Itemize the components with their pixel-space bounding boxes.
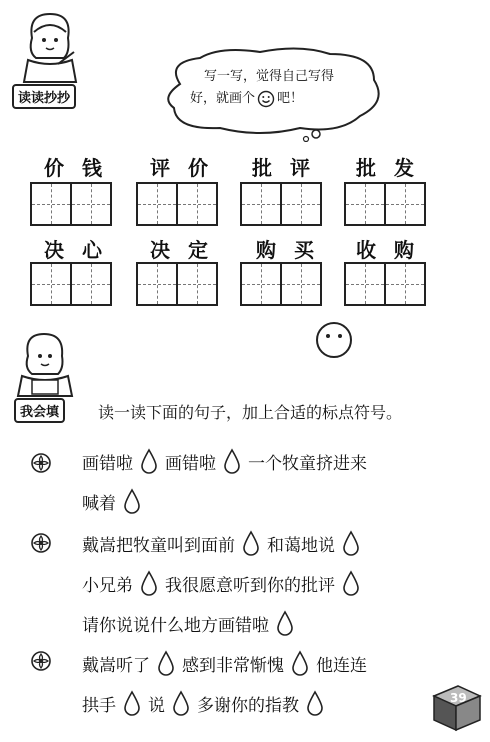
flower-bullet-icon [30,452,52,474]
sentence-text: 小兄弟 [82,575,133,596]
section-tag-read-copy: 读读抄抄 [12,84,76,109]
punctuation-blank[interactable] [274,610,296,636]
word-label-5: 决心 [44,238,120,262]
punctuation-blank[interactable] [121,488,143,514]
writing-grid-2[interactable] [136,182,218,226]
sentence-line-5 [82,610,301,636]
sentence-text: 我很愿意听到你的批评 [165,575,335,596]
word-label-6: 决定 [150,238,226,262]
bubble-line-1: 写一写，觉得自己写得 [204,69,335,84]
sentence-text: 拱手 [82,695,116,716]
punctuation-blank[interactable] [138,448,160,474]
instruction-text: 读一读下面的句子，加上合适的标点符号。 [98,403,403,422]
flower-bullet-icon [30,532,52,554]
writing-grid-5[interactable] [30,262,112,306]
punctuation-blank[interactable] [240,530,262,556]
punctuation-blank[interactable] [170,690,192,716]
punctuation-blank[interactable] [121,690,143,716]
sentence-line-6 [82,650,367,676]
girl-writing-illustration [14,8,84,88]
writing-grid-6[interactable] [136,262,218,306]
writing-grid-4[interactable] [344,182,426,226]
sentence-line-4 [82,570,367,596]
sentence-line-3 [82,530,367,556]
sentence-text: 和蔼地说 [267,535,335,556]
punctuation-blank[interactable] [221,448,243,474]
sentence-text: 画错啦 [82,453,133,474]
punctuation-blank[interactable] [155,650,177,676]
bubble-line-2-start: 好，就画个 [190,91,256,106]
sentence-line-2 [82,488,148,514]
sentence-text: 感到非常惭愧 [182,655,284,676]
writing-grid-3[interactable] [240,182,322,226]
punctuation-blank[interactable] [340,530,362,556]
word-label-8: 收购 [356,238,432,262]
sentence-text: 戴嵩听了 [82,655,150,676]
section-tag-fill-in: 我会填 [14,398,65,423]
sentence-text: 戴嵩把牧童叫到面前 [82,535,235,556]
punctuation-blank[interactable] [289,650,311,676]
word-label-4: 批发 [356,156,432,180]
sentence-text: 他连连 [316,655,367,676]
sentence-text: 一个牧童挤进来 [248,453,367,474]
sentence-text: 画错啦 [165,453,216,474]
writing-grid-7[interactable] [240,262,322,306]
smiley-face-icon [257,90,275,108]
writing-grid-1[interactable] [30,182,112,226]
punctuation-blank[interactable] [340,570,362,596]
flower-bullet-icon [30,650,52,672]
sentence-line-1 [82,448,367,474]
sentence-line-7 [82,690,331,716]
blank-face-icon[interactable] [314,320,354,360]
bubble-line-2 [190,88,303,110]
page-number: 39 [450,691,467,705]
punctuation-blank[interactable] [304,690,326,716]
word-label-3: 批评 [252,156,328,180]
punctuation-blank[interactable] [138,570,160,596]
word-label-2: 评价 [150,156,226,180]
word-label-1: 价钱 [44,156,120,180]
word-label-7: 购买 [256,238,332,262]
writing-grid-8[interactable] [344,262,426,306]
sentence-text: 多谢你的指教 [197,695,299,716]
sentence-text: 说 [148,695,165,716]
sentence-text: 喊着 [82,493,116,514]
girl-reading-illustration [14,330,76,400]
bubble-line-2-end: 吧！ [277,91,304,106]
sentence-text: 请你说说什么地方画错啦 [82,615,269,636]
